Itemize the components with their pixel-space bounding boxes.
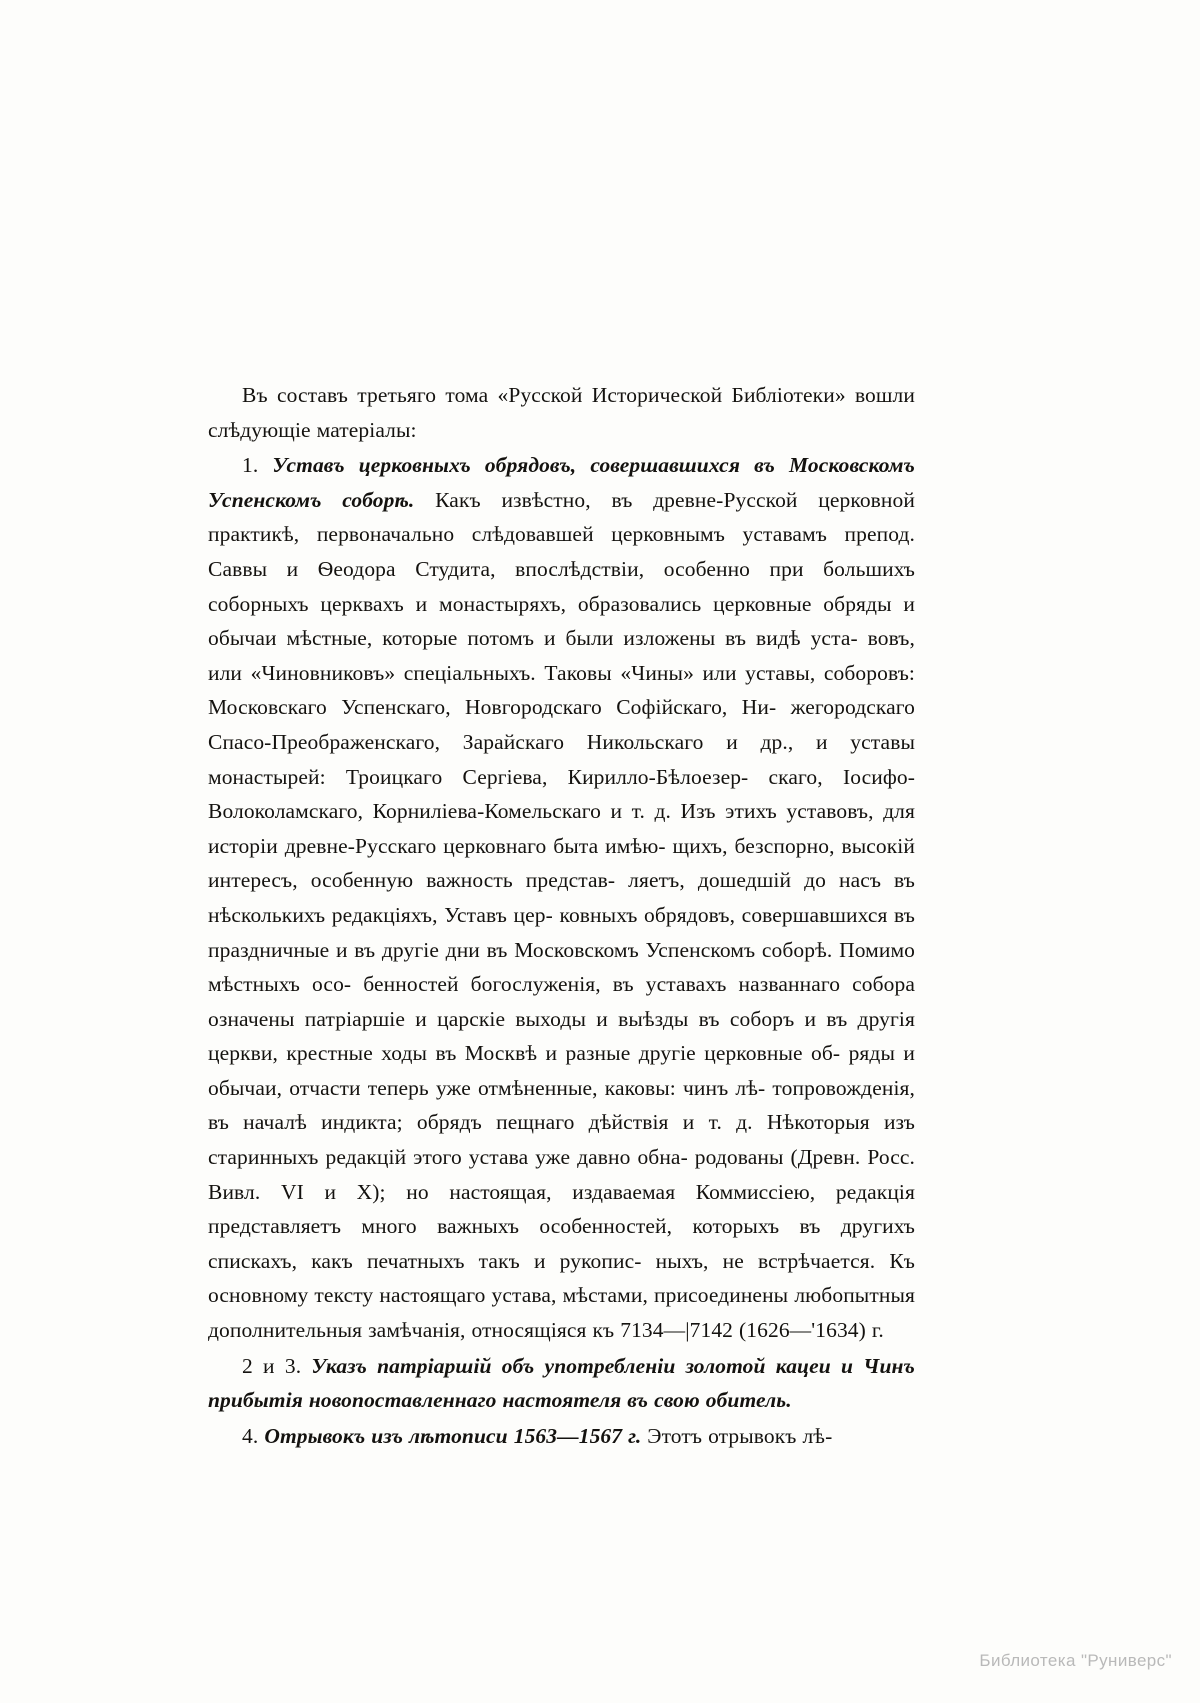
intro-text: Въ составъ третьяго тома «Русской Исторической Библіотеки» вошли слѣдующіе матеріалы: (208, 383, 915, 442)
paragraph-item-2-3 (208, 1349, 915, 1418)
paragraph-item-1 (208, 448, 915, 1347)
paragraph-intro (208, 378, 915, 447)
item-1-body: Какъ извѣстно, въ древне-Русской церковной практикѣ, первоначально слѣдовавшей церковнымъ уставамъ препод. Саввы и Ѳеодора Студита, впослѣдствіи, особенно при большихъ соборныхъ церквахъ и монастыряхъ, образовались церковные обряды и обычаи мѣстные, которые потомъ и были изложены въ видѣ уста- вовъ, или «Чиновниковъ» спеціальныхъ. Таковы «Чины» или уставы, соборовъ: Московскаго Успенскаго, Новгородскаго Софійскаго, Ни- жегородскаго Спасо-Преображенскаго, Зарайскаго Никольскаго и др., и уставы монастырей: Троицкаго Сергіева, Кирилло-Бѣлоезер- скаго, Іосифо-Волоколамскаго, Корниліева-Комельскаго и т. д. Изъ этихъ уставовъ, для исторіи древне-Русскаго церковнаго быта имѣю- щихъ, безспорно, высокій интересъ, особенную важность представ- ляетъ, дошедшій до насъ въ нѣсколькихъ редакціяхъ, Уставъ цер- ковныхъ обрядовъ, совершавшихся въ праздничные и въ другіе дни въ Московскомъ Успенскомъ соборѣ. Помимо мѣстныхъ осо- бенностей богослуженія, въ уставахъ названнаго собора означены патріаршіе и царскіе выходы и выѣзды въ соборъ и въ другія церкви, крестные ходы въ Москвѣ и разные другіе церковные об- ряды и обычаи, отчасти теперь уже отмѣненные, каковы: чинъ лѣ- топровожденія, въ началѣ индикта; обрядъ пещнаго дѣйствія и т. д. Нѣкоторыя изъ старинныхъ редакцій этого устава уже давно обна- родованы (Древн. Росс. Вивл. VI и X); но настоящая, издаваемая Коммиссіею, редакція представляетъ много важныхъ особенностей, которыхъ въ другихъ спискахъ, какъ печатныхъ такъ и рукопис- ныхъ, не встрѣчается. Къ основному тексту настоящаго устава, мѣстами, присоединены любопытныя дополнительныя замѣчанія, относящіяся къ 7134—|7142 (1626—'1634) г. (208, 487, 915, 1343)
item-1-title: Уставъ церковныхъ обрядовъ, совершавшихся въ Московскомъ Успенскомъ соборѣ. (208, 453, 915, 512)
item-2-3-number: 2 и 3. (242, 1353, 312, 1378)
item-4-title: Отрывокъ изъ лѣтописи 1563—1567 г. (264, 1423, 642, 1448)
item-4-number: 4. (242, 1423, 265, 1448)
item-1-number: 1. (242, 453, 273, 478)
item-2-3-title: Указъ патріаршій объ употребленіи золотой кацеи и Чинъ прибытія новопоставленнаго настоятеля въ свою обитель. (208, 1353, 915, 1413)
paragraph-item-4 (208, 1419, 915, 1454)
library-watermark: Библиотека "Руниверс" (979, 1651, 1172, 1670)
item-4-body: Этотъ отрывокъ лѣ- (641, 1423, 833, 1448)
body-text (208, 378, 915, 1453)
